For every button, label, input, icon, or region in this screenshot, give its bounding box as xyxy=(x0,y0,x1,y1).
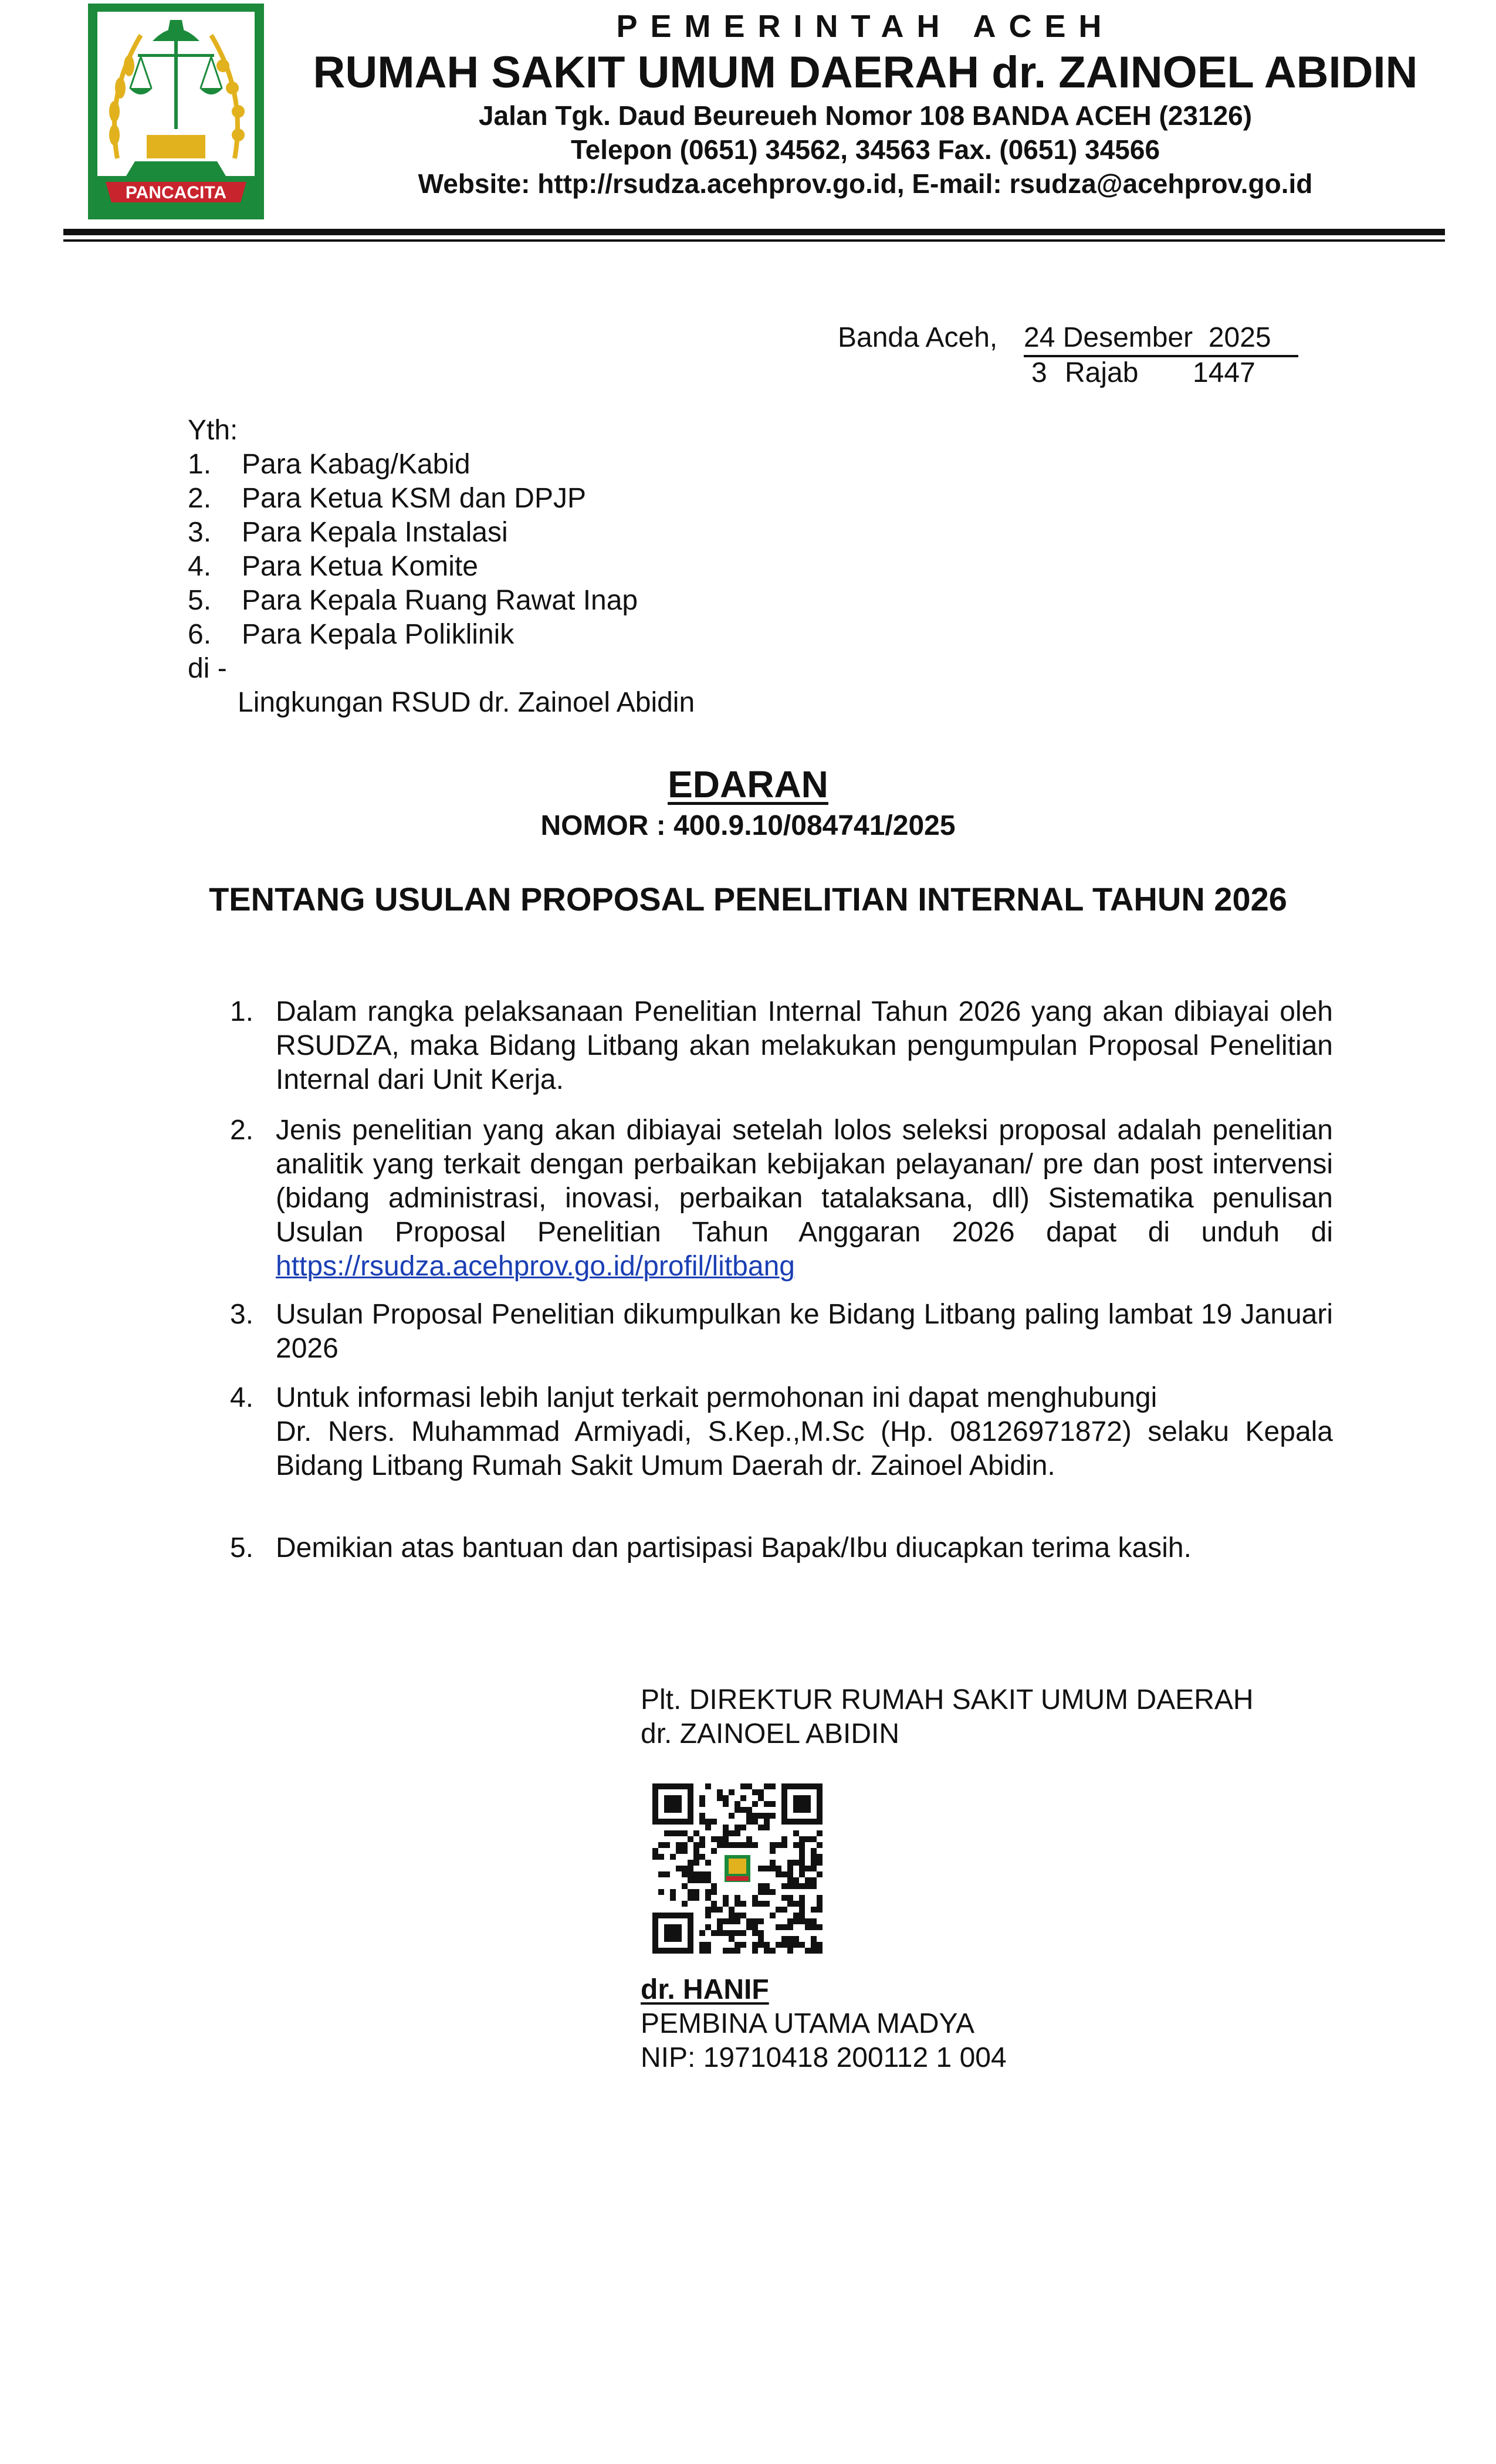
document-number: NOMOR : 400.9.10/084741/2025 xyxy=(540,810,956,841)
paragraph-number: 5. xyxy=(230,1532,254,1563)
letterhead-government: PEMERINTAH ACEH xyxy=(616,9,1115,44)
aceh-government-emblem xyxy=(82,0,270,223)
date-hijri-month: Rajab xyxy=(1065,357,1139,388)
list-item-number: 4. xyxy=(188,551,212,582)
paragraph-4 xyxy=(230,1381,1333,1483)
list-item-number: 1. xyxy=(188,449,212,480)
paragraph-text: Demikian atas bantuan dan partisipasi Bapak/Ibu diucapkan terima kasih. xyxy=(276,1532,1192,1563)
date-gregorian: 24 Desember 2025 xyxy=(1024,321,1298,357)
litbang-link[interactable]: https://rsudza.acehprov.go.id/profil/litbang xyxy=(276,1251,795,1282)
paragraph-number: 3. xyxy=(230,1299,254,1330)
letterhead-phone: Telepon (0651) 34562, 34563 Fax. (0651) 34566 xyxy=(570,134,1160,165)
qr-code-signature xyxy=(652,1783,823,1954)
list-item-number: 6. xyxy=(188,619,212,650)
letterhead-rule-thick xyxy=(63,229,1445,235)
list-item-number: 2. xyxy=(188,483,212,514)
list-item: Para Kepala Poliklinik xyxy=(242,619,515,650)
paragraph-3 xyxy=(230,1298,1333,1366)
list-item: Para Ketua KSM dan DPJP xyxy=(242,483,586,514)
date-hijri-day: 3 xyxy=(1031,357,1047,388)
signatory-name: dr. HANIF xyxy=(641,1974,769,2005)
signatory-position-line1: Plt. DIREKTUR RUMAH SAKIT UMUM DAERAH xyxy=(641,1684,1254,1715)
document-subject: TENTANG USULAN PROPOSAL PENELITIAN INTERNAL TAHUN 2026 xyxy=(209,881,1287,918)
paragraph-text: Dalam rangka pelaksanaan Penelitian Internal Tahun 2026 yang akan dibiayai oleh RSUDZA, maka Bidang Litbang akan melakukan pengumpulan Proposal Penelitian Internal dari Unit Kerja. xyxy=(276,996,1333,1095)
date-place: Banda Aceh, xyxy=(838,322,998,353)
recipients-di: di - xyxy=(188,653,227,684)
date-hijri-year: 1447 xyxy=(1193,357,1255,388)
paragraph-text: Jenis penelitian yang akan dibiayai setelah lolos seleksi proposal adalah penelitian analitik yang terkait dengan perbaikan kebijakan pelayanan/ pre dan post intervensi (bidang administrasi, inovasi, perbaikan tatalaksana, dll) Sistematika penulisan Usulan Proposal Penelitian Tahun Anggaran 2026 dapat di unduh di https://rsudza.acehprov.go.id/profil/litbang xyxy=(276,1115,1333,1282)
signatory-position-line2: dr. ZAINOEL ABIDIN xyxy=(641,1718,900,1749)
signatory-nip: NIP: 19710418 200112 1 004 xyxy=(641,2042,1007,2073)
paragraph-2 xyxy=(230,1113,1333,1284)
list-item-number: 5. xyxy=(188,585,212,616)
recipients-location: Lingkungan RSUD dr. Zainoel Abidin xyxy=(238,687,695,718)
letterhead-web-email: Website: http://rsudza.acehprov.go.id, E-mail: rsudza@acehprov.go.id xyxy=(418,168,1313,199)
letterhead-hospital-name: RUMAH SAKIT UMUM DAERAH dr. ZAINOEL ABIDIN xyxy=(313,48,1418,97)
list-item: Para Kepala Ruang Rawat Inap xyxy=(242,585,638,616)
letterhead-address: Jalan Tgk. Daud Beureueh Nomor 108 BANDA ACEH (23126) xyxy=(478,100,1253,131)
letterhead-rule-thin xyxy=(63,239,1445,242)
logo-banner-text: PANCACITA xyxy=(125,183,227,202)
list-item: Para Kabag/Kabid xyxy=(242,449,471,480)
signatory-rank: PEMBINA UTAMA MADYA xyxy=(641,2008,974,2039)
document-title: EDARAN xyxy=(668,763,828,805)
paragraph-1 xyxy=(230,995,1333,1097)
recipients-salutation: Yth: xyxy=(188,415,238,446)
paragraph-number: 2. xyxy=(230,1115,254,1146)
paragraph-number: 1. xyxy=(230,996,254,1027)
paragraph-number: 4. xyxy=(230,1382,254,1413)
paragraph-text-line1: Untuk informasi lebih lanjut terkait permohonan ini dapat menghubungi xyxy=(276,1382,1157,1413)
paragraph-text: Usulan Proposal Penelitian dikumpulkan ke Bidang Litbang paling lambat 19 Januari 2026 xyxy=(276,1299,1333,1364)
list-item: Para Kepala Instalasi xyxy=(242,517,508,548)
list-item: Para Ketua Komite xyxy=(242,551,478,582)
paragraph-text: Dr. Ners. Muhammad Armiyadi, S.Kep.,M.Sc (Hp. 08126971872) selaku Kepala Bidang Litbang Rumah Sakit Umum Daerah dr. Zainoel Abidin. xyxy=(276,1416,1333,1481)
list-item-number: 3. xyxy=(188,517,212,548)
paragraph-5 xyxy=(230,1531,1333,1565)
